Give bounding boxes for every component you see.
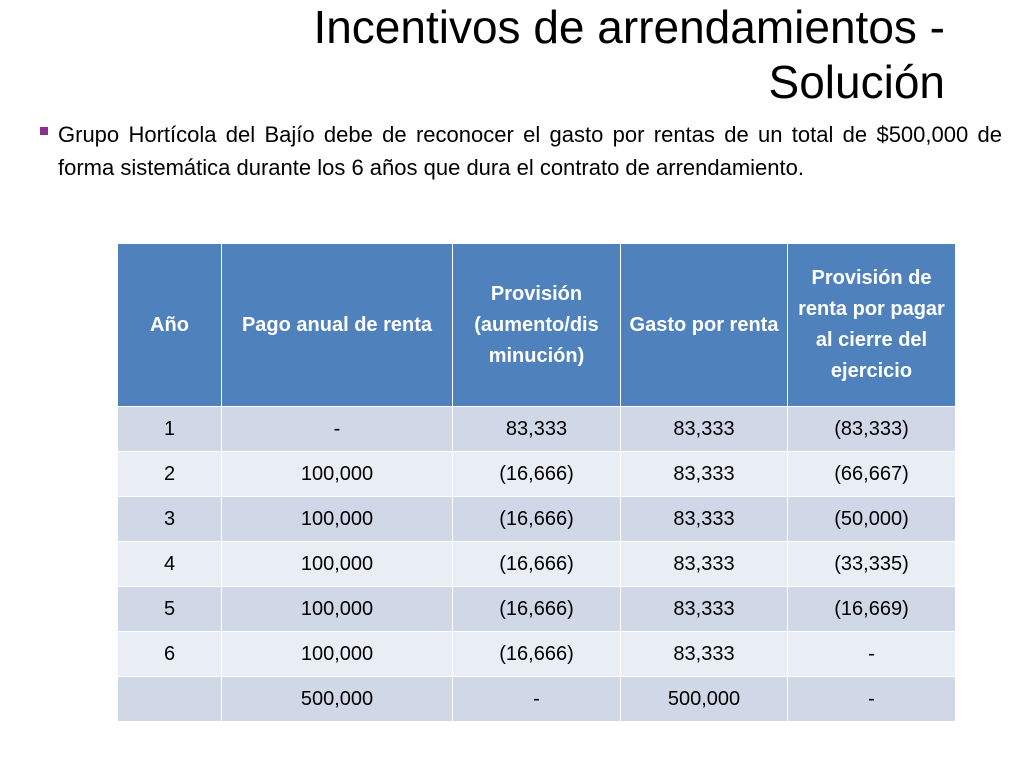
table-cell: (66,667) bbox=[788, 452, 956, 497]
table-cell: (33,335) bbox=[788, 542, 956, 587]
table-row bbox=[118, 542, 956, 587]
table-cell: 1 bbox=[118, 407, 222, 452]
table-cell: 83,333 bbox=[621, 542, 788, 587]
column-header-annual-rent-payment: Pago anual de renta bbox=[222, 244, 453, 407]
table-row bbox=[118, 632, 956, 677]
table-row bbox=[118, 497, 956, 542]
slide-title bbox=[200, 0, 945, 110]
table-cell: 100,000 bbox=[222, 497, 453, 542]
table-cell: 83,333 bbox=[621, 497, 788, 542]
column-header-rent-payable-provision: Provisión de renta por pagar al cierre del ejercicio bbox=[788, 244, 956, 407]
table-cell: (50,000) bbox=[788, 497, 956, 542]
table-cell: 83,333 bbox=[453, 407, 621, 452]
table-cell: (16,666) bbox=[453, 452, 621, 497]
column-header-rent-expense: Gasto por renta bbox=[621, 244, 788, 407]
bullet-paragraph bbox=[40, 118, 1002, 184]
table-cell: - bbox=[222, 407, 453, 452]
table-cell: 83,333 bbox=[621, 407, 788, 452]
table-cell: (16,666) bbox=[453, 497, 621, 542]
bullet-text: Grupo Hortícola del Bajío debe de reconocer el gasto por rentas de un total de $500,000 de forma sistemática durante los 6 años que dura el contrato de arrendamiento. bbox=[58, 122, 1002, 180]
table-cell: 83,333 bbox=[621, 452, 788, 497]
slide-title-line-1: Incentivos de arrendamientos - bbox=[313, 1, 945, 53]
table-cell: 100,000 bbox=[222, 452, 453, 497]
table-cell: - bbox=[788, 632, 956, 677]
table-row bbox=[118, 407, 956, 452]
table-cell bbox=[118, 677, 222, 722]
table-row bbox=[118, 587, 956, 632]
table-row-total bbox=[118, 677, 956, 722]
table-cell: (16,669) bbox=[788, 587, 956, 632]
table-row bbox=[118, 452, 956, 497]
table-cell: 83,333 bbox=[621, 587, 788, 632]
table-cell: 4 bbox=[118, 542, 222, 587]
table-cell: - bbox=[453, 677, 621, 722]
table-cell: (16,666) bbox=[453, 587, 621, 632]
table-cell: 100,000 bbox=[222, 587, 453, 632]
table-cell: 5 bbox=[118, 587, 222, 632]
lease-incentive-table bbox=[117, 243, 956, 722]
column-header-provision-change: Provisión (aumento/dis minución) bbox=[453, 244, 621, 407]
column-header-year: Año bbox=[118, 244, 222, 407]
table-cell: 100,000 bbox=[222, 632, 453, 677]
table-cell: 83,333 bbox=[621, 632, 788, 677]
table-cell: (16,666) bbox=[453, 542, 621, 587]
table-cell: 2 bbox=[118, 452, 222, 497]
square-bullet-icon bbox=[40, 127, 48, 135]
table-cell: 100,000 bbox=[222, 542, 453, 587]
table-cell: (16,666) bbox=[453, 632, 621, 677]
table-cell: - bbox=[788, 677, 956, 722]
table-cell: 3 bbox=[118, 497, 222, 542]
table-header-row bbox=[118, 244, 956, 407]
table-cell: 6 bbox=[118, 632, 222, 677]
slide-title-line-2: Solución bbox=[768, 56, 945, 109]
table-cell: (83,333) bbox=[788, 407, 956, 452]
table-cell: 500,000 bbox=[222, 677, 453, 722]
table-cell: 500,000 bbox=[621, 677, 788, 722]
